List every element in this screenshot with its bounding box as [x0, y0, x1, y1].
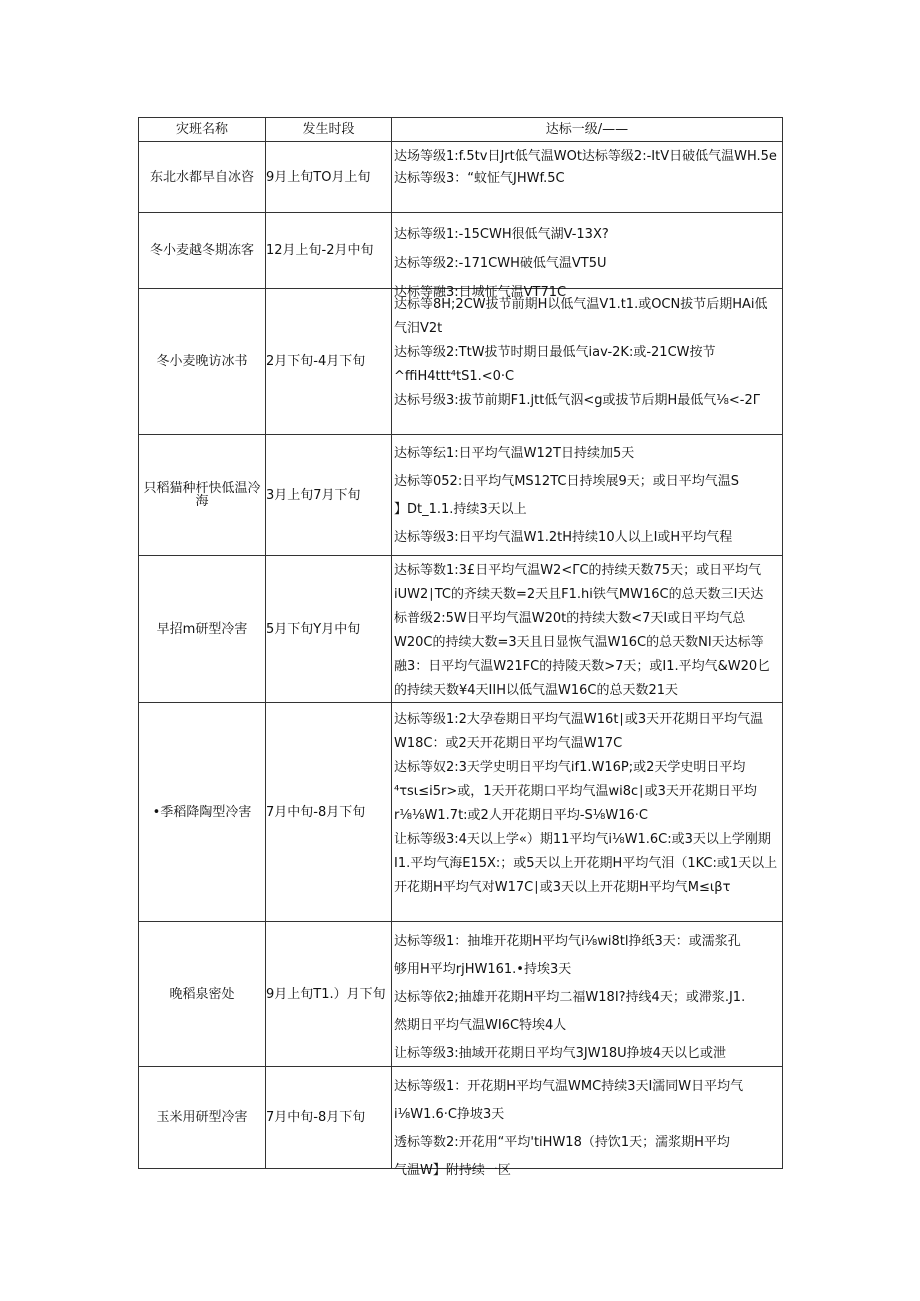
disaster-standards-table [138, 117, 783, 1178]
disaster-name-cell: •季稻降陶型冷害 [139, 703, 266, 922]
standard-line: 达标等纭1:日平均气温W12T日持续加5天 [394, 446, 635, 461]
standard-line: W18C：或2天开花期日平均气温W17C [394, 736, 623, 751]
table-row [139, 1067, 783, 1169]
standard-cell [392, 142, 783, 213]
disaster-name-cell: 冬小麦越冬期冻客 [139, 213, 266, 289]
standard-line: 达标等依2;抽雄开花期H平均二福W18I?持线4天；或滞浆.J1. [394, 990, 746, 1005]
disaster-name-cell: 冬小麦晚访冰书 [139, 289, 266, 435]
standard-line: 达标等052:日平均气MS12TC日持埃展9天；或日平均气温S [394, 474, 739, 489]
standard-line: 】Dt_1.1.持续3天以上 [394, 502, 527, 517]
standard-line: 气汨V2t [394, 321, 443, 336]
table-row [139, 556, 783, 703]
standard-line: 达标等级1：开花期H平均气温WMC持续3天I濡同W日平均气 [394, 1079, 744, 1094]
disaster-name-cell: 东北水都早自冰咨 [139, 142, 266, 213]
standard-line: ^ffiH4ttt⁴tS1.<0·C [394, 369, 515, 384]
standard-line: ⁴τsι≤i5r>或，1天开花期口平均气温wi8c∣或3天开花期日平均 [394, 784, 757, 799]
header-standard: 达标一级/—— [392, 118, 783, 142]
standard-line: 达标等奴2:3天学史明日平均气if1.W16P;或2天学史明日平均 [394, 760, 746, 775]
standard-line: I1.平均气海E15X:；或5天以上开花期H平均气泪（1KC:或1天以上 [394, 856, 778, 871]
standard-line: 达标等级1:2大孕卷期日平均气温W16t∣或3天开花期日平均气温 [394, 712, 764, 727]
standard-line: 标普级2:5W日平均气温W20t的持续大数<7天I或日平均气总 [394, 611, 746, 626]
disaster-name-cell: 早招m研型冷害 [139, 556, 266, 703]
standard-cell [392, 922, 783, 1067]
standard-cell [392, 213, 783, 300]
standard-line: 够用H平均rjHW161.•持埃3天 [394, 962, 572, 977]
disaster-name-cell: 晚稻泉密处 [139, 922, 266, 1067]
standard-cell [392, 703, 783, 922]
period-cell: 9月上旬T1.）月下旬 [266, 922, 392, 1067]
standard-line: 达标等级2:-171CWH破低气温VT5U [394, 256, 607, 271]
table-body [139, 142, 783, 1178]
table-header-row [139, 118, 783, 142]
table-row [139, 289, 783, 435]
standard-line: iUW2∣TC的齐续天数=2天且F1.hi铁气MW16C的总天数三I天达 [394, 587, 764, 602]
standard-line: 达标等级3：“蚊怔气JHWf.5C [394, 171, 565, 186]
standard-line: 达标等8H;2CW拔节前期H以低气温V1.t1.或OCN拔节后期HAi低 [394, 297, 768, 312]
standard-line: 融3：日平均气温W21FC的持陵天数>7天；或I1.平均气&W20匕 [394, 659, 771, 674]
period-cell: 7月中旬-8月下旬 [266, 1067, 392, 1169]
table-row [139, 213, 783, 289]
standard-line: 气温W】附持续一区 [394, 1163, 511, 1178]
standard-cell [392, 289, 783, 435]
standard-line: 达标等级1：抽堆开花期H平均气i⅛wi8tl挣纸3天：或濡浆孔 [394, 934, 741, 949]
period-cell: 2月下旬-4月下旬 [266, 289, 392, 435]
standard-line: 让标等级3:抽域开花期日平均气3JW18U挣坡4天以匕或泄 [394, 1046, 726, 1061]
header-period: 发生时段 [266, 118, 392, 142]
standard-line: W20C的持续大数=3天且日显恢气温W16C的总天数NI天达标等 [394, 635, 764, 650]
period-cell: 12月上旬-2月中旬 [266, 213, 392, 289]
period-cell: 7月中旬-8月下旬 [266, 703, 392, 922]
standard-line: r⅛⅛W1.7t:或2人开花期日平均-S⅛W16·C [394, 808, 648, 823]
standard-line: 开花期H平均气对W17C∣或3天以上开花期H平均气M≤ιβτ [394, 880, 731, 895]
disaster-name-cell: 只稻猫种杆快低温冷海 [139, 435, 266, 556]
period-cell: 5月下旬Y月中旬 [266, 556, 392, 703]
standard-cell [392, 435, 783, 556]
standard-line: 透标等数2:开花用“平均'tiHW18（持饮1天；濡浆期H平均 [394, 1135, 730, 1150]
table-row [139, 703, 783, 922]
standard-cell [392, 556, 783, 703]
table-row [139, 922, 783, 1067]
standard-line: 让标等级3:4天以上学«）期11平均气i⅛W1.6C:或3天以上学刚期 [394, 832, 771, 847]
standard-line: 达标等数1:3£日平均气温W2<ΓC的持续天数75天；或日平均气 [394, 563, 762, 578]
standard-line: 达标等级2:TtW拔节时期日最低气iav-2K:或-21CW按节 [394, 345, 716, 360]
header-disaster-name: 灾班名称 [139, 118, 266, 142]
standard-line: 达标等级3:日平均气温W1.2tH持续10人以上I或H平均气程 [394, 530, 733, 545]
standard-line: 达标号级3:拔节前期F1.jtt低气泅<g或拔节后期H最低气⅛<-2Γ [394, 393, 760, 408]
period-cell: 9月上旬TO月上旬 [266, 142, 392, 213]
disaster-name-cell: 玉米用研型冷害 [139, 1067, 266, 1169]
standard-line: 的持续天数¥4天IIH以低气温W16C的总天数21天 [394, 683, 679, 698]
table-row [139, 435, 783, 556]
standard-line: i⅛W1.6·C挣坡3天 [394, 1107, 505, 1122]
standard-line: 然期日平均气温WI6C特埃4人 [394, 1018, 567, 1033]
table-row [139, 142, 783, 213]
period-cell: 3月上旬7月下旬 [266, 435, 392, 556]
standard-cell [392, 1067, 783, 1178]
standard-line: 达场等级1:f.5tv日Jrt低气温WOt达标等级2:-ItV日破低气温WH.5e [394, 149, 777, 164]
standard-line: 达标等级1:-15CWH很低气湖V-13X? [394, 227, 609, 242]
standard-line: 达标等融3:日城怔气温VT71C [394, 285, 567, 300]
